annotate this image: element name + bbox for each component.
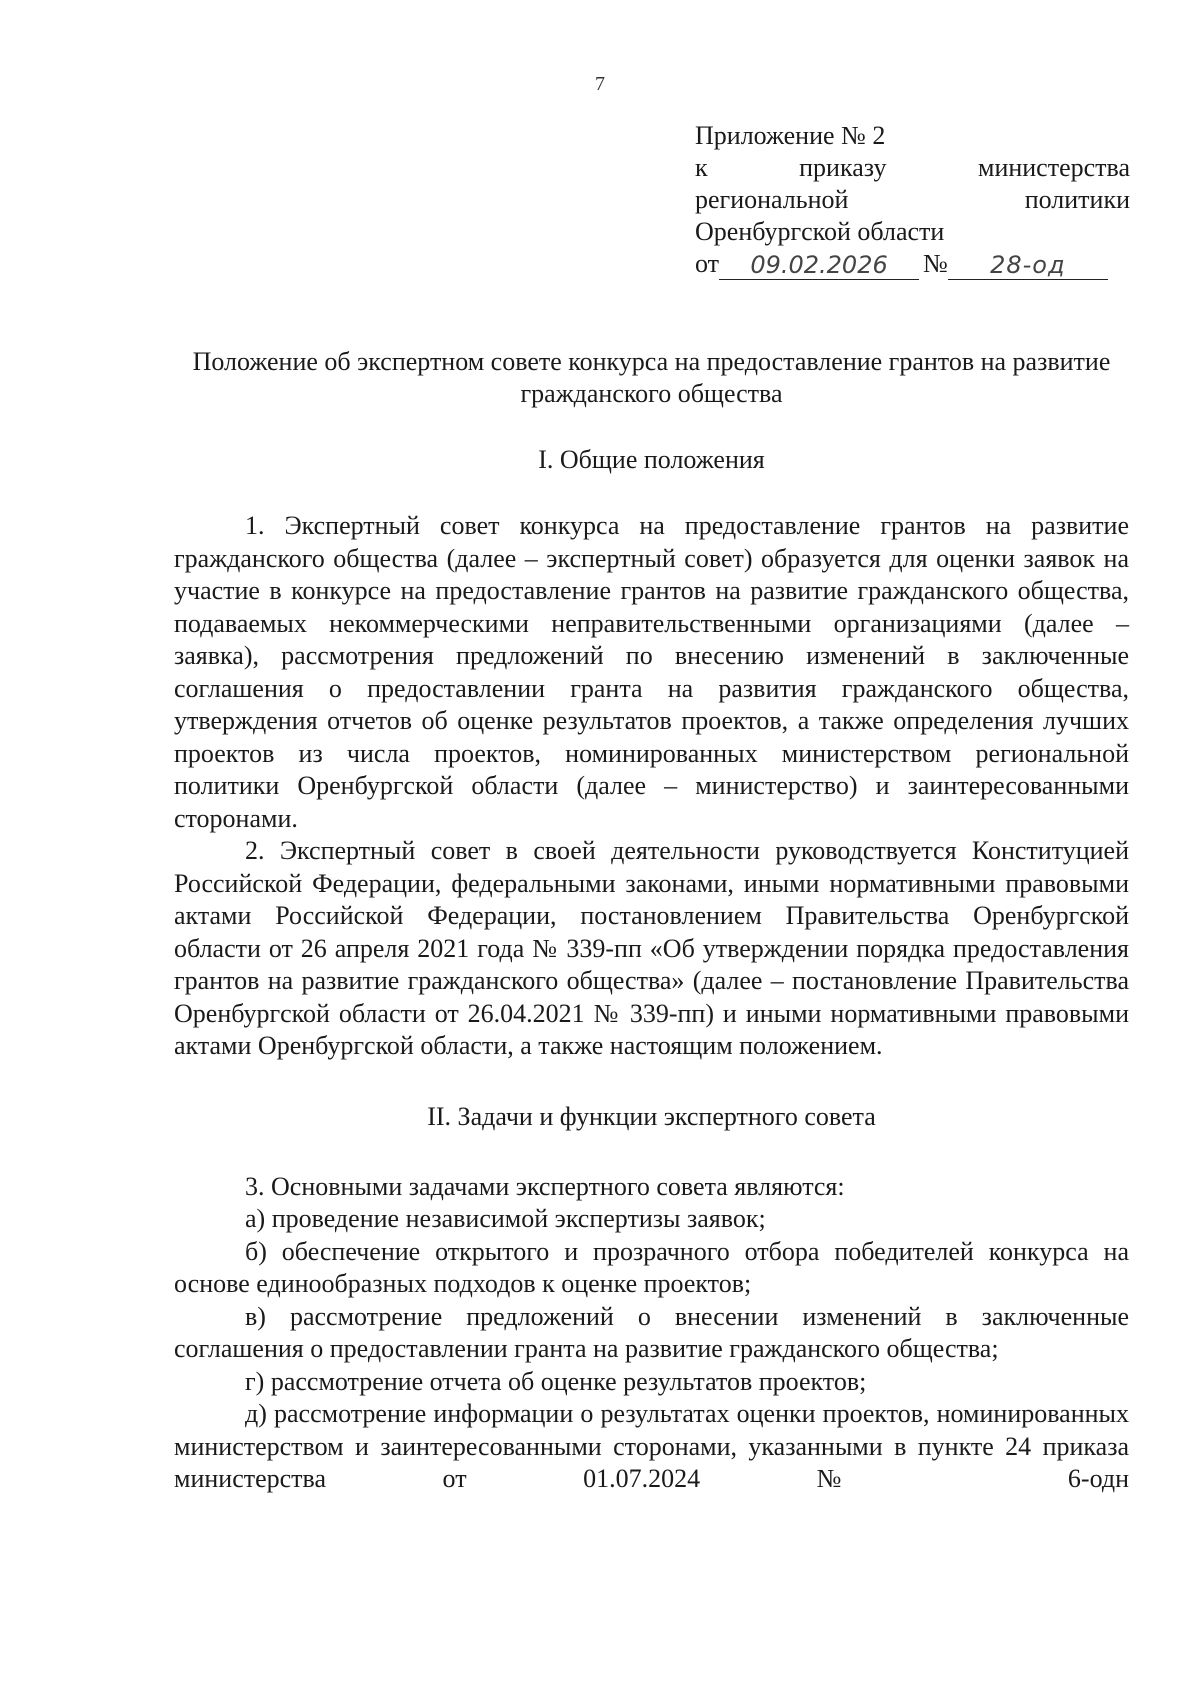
date-prefix: от	[695, 249, 720, 278]
section-heading-2: II. Задачи и функции экспертного совета	[427, 1101, 876, 1131]
appendix-line4: Оренбургской области	[695, 217, 945, 246]
appendix-word: министерства	[977, 153, 1130, 182]
list-item-v: в) рассмотрение предложений о внесении изменений в заключенные соглашения о предоставлении гранта на развитие гражданского общества;	[174, 1301, 1129, 1363]
appendix-word: политики	[1024, 185, 1130, 214]
page-number: 7	[595, 73, 605, 95]
number-prefix: №	[923, 249, 948, 278]
paragraph-3: 3. Основными задачами экспертного совета являются:	[245, 1171, 845, 1201]
appendix-date-line	[695, 248, 1130, 280]
appendix-word: к	[695, 153, 708, 182]
appendix-header	[695, 120, 1130, 280]
list-item-d: д) рассмотрение информации о результатах оценки проектов, номинированных министерством и заинтересованными сторонами, указанными в пункте 24 приказа министерства от 01.07.2024 № 6-одн	[174, 1399, 1129, 1493]
appendix-line1: Приложение № 2	[695, 121, 886, 150]
document-body	[174, 346, 1129, 1496]
handwritten-number: 28-од	[948, 251, 1108, 280]
paragraph-1: 1. Экспертный совет конкурса на предоставление грантов на развитие гражданского общества (далее – экспертный совет) образуется для оценки заявок на участие в конкурсе на предоставление грантов на развитие гражданского общества, подаваемых некоммерческими неправительственными организациями (далее – заявка), рассмотрения предложений по внесению изменений в заключенные соглашения о предоставлении гранта на развития гражданского общества, утверждения отчетов об оценке результатов проектов, а также определения лучших проектов из числа проектов, номинированных министерством региональной политики Оренбургской области (далее – министерство) и заинтересованными сторонами.	[174, 511, 1129, 833]
paragraph-2: 2. Экспертный совет в своей деятельности руководствуется Конституцией Российской Федерации, федеральными законами, иными нормативными правовыми актами Российской Федерации, постановлением Правительства Оренбургской области от 26 апреля 2021 года № 339-пп «Об утверждении порядка предоставления грантов на развитие гражданского общества» (далее – постановление Правительства Оренбургской области от 26.04.2021 № 339-пп) и иными нормативными правовыми актами Оренбургской области, а также настоящим положением.	[174, 836, 1129, 1060]
document-title: Положение об экспертном совете конкурса на предоставление грантов на развитие гражданского общества	[192, 347, 1111, 408]
list-item-a: а) проведение независимой экспертизы заявок;	[245, 1204, 766, 1233]
appendix-word: региональной	[695, 185, 849, 214]
appendix-word: приказу	[799, 153, 887, 182]
handwritten-date: 09.02.2026	[719, 251, 919, 280]
appendix-line2	[695, 152, 1130, 184]
appendix-line3	[695, 184, 1130, 216]
list-item-g: г) рассмотрение отчета об оценке результатов проектов;	[245, 1366, 867, 1396]
section-heading-1: I. Общие положения	[538, 445, 765, 474]
list-item-b: б) обеспечение открытого и прозрачного отбора победителей конкурса на основе единообразных подходов к оценке проектов;	[174, 1236, 1129, 1298]
